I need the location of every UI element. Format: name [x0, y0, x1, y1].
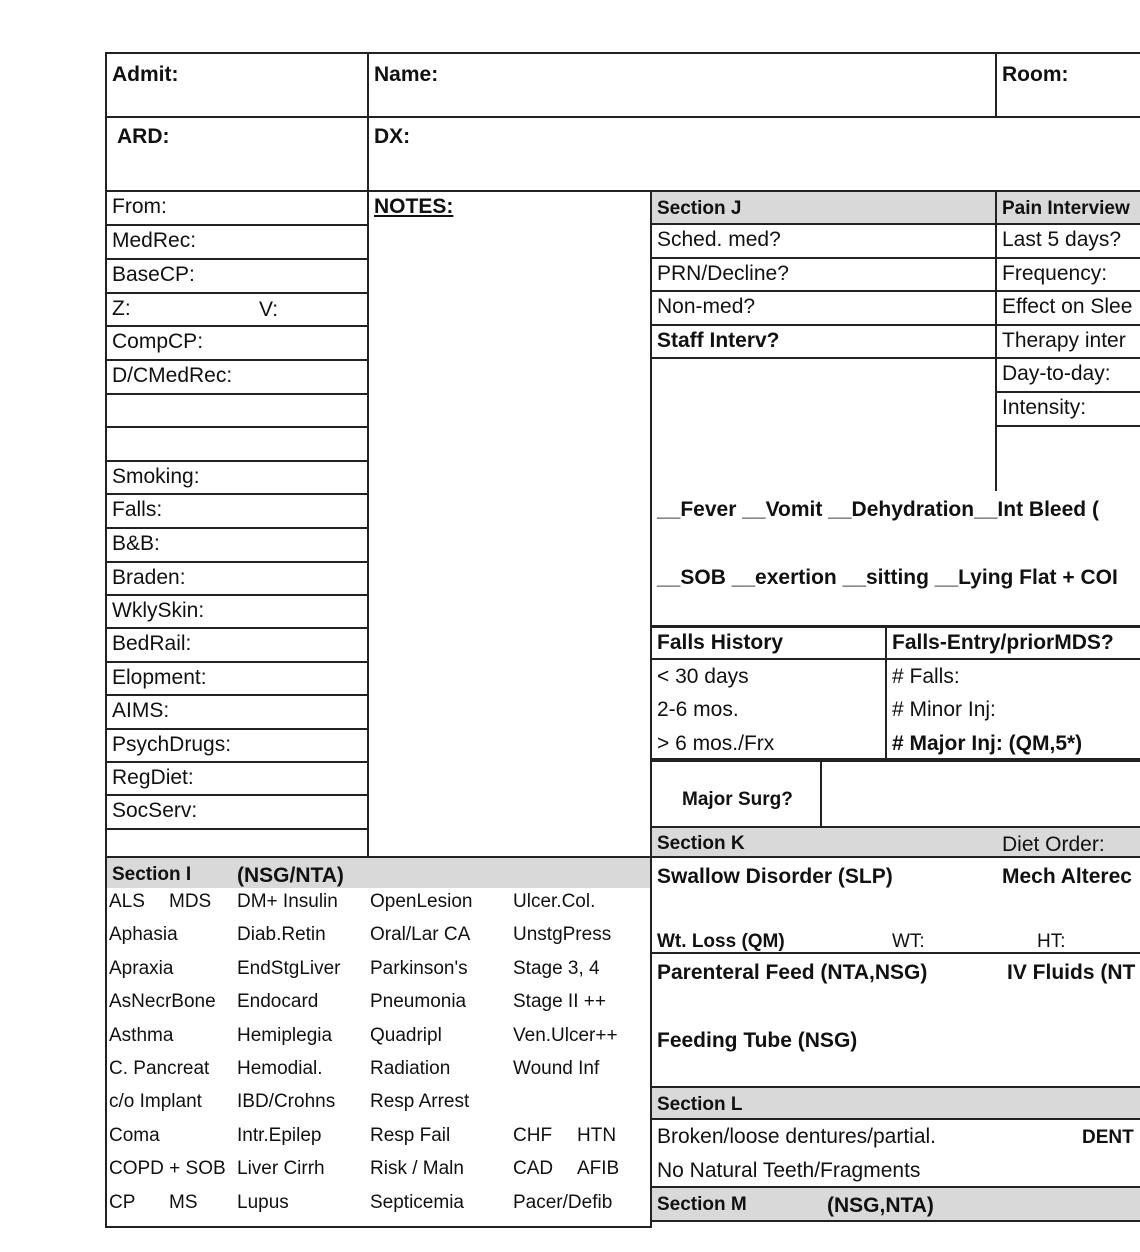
falls-history-title: Falls History: [657, 631, 784, 654]
left-field-row[interactable]: [105, 359, 369, 395]
diagnosis-item[interactable]: COPD + SOB: [109, 1158, 226, 1180]
diagnosis-item[interactable]: Septicemia: [370, 1191, 464, 1213]
pain-row[interactable]: [995, 324, 1140, 360]
mech-altered-label: Mech Alterec: [1002, 865, 1132, 888]
room-label: Room:: [1002, 63, 1069, 86]
diagnosis-item[interactable]: MS: [169, 1191, 198, 1213]
feeding-block[interactable]: [650, 952, 1140, 1088]
left-field-label: SocServ:: [112, 799, 198, 822]
falls-entry-title: Falls-Entry/priorMDS?: [892, 631, 1114, 654]
left-field-row[interactable]: [105, 426, 369, 462]
falls-entry-row: # Minor Inj:: [892, 698, 996, 721]
pain-row[interactable]: [995, 257, 1140, 293]
falls-entry-block[interactable]: [885, 658, 1140, 760]
left-field-label: Z:: [112, 297, 131, 320]
section-j-row-label: Sched. med?: [657, 228, 781, 251]
diagnosis-item[interactable]: DM+ Insulin: [237, 891, 338, 912]
left-field-row[interactable]: [105, 527, 369, 563]
diagnosis-item[interactable]: IBD/Crohns: [237, 1091, 336, 1113]
ard-label: ARD:: [117, 125, 170, 148]
section-j-row-label: Non-med?: [657, 295, 756, 318]
dx-label: DX:: [374, 125, 411, 148]
left-field-label: Smoking:: [112, 465, 200, 488]
left-field-row[interactable]: [105, 594, 369, 630]
name-label: Name:: [374, 63, 439, 86]
left-field-row[interactable]: [105, 325, 369, 361]
feeding-tube-label: Feeding Tube (NSG): [657, 1029, 858, 1052]
dx-field[interactable]: [367, 116, 1140, 192]
diagnosis-item[interactable]: CP: [109, 1191, 136, 1213]
major-surg-label: Major Surg?: [682, 789, 793, 810]
diagnosis-item[interactable]: Parkinson's: [370, 957, 468, 979]
left-field-row[interactable]: [105, 794, 369, 830]
falls-history-header: [650, 626, 887, 660]
left-field-row[interactable]: [105, 661, 369, 697]
section-l-header: [650, 1086, 1140, 1120]
admit-field[interactable]: [105, 52, 369, 118]
section-l-title: Section L: [657, 1094, 743, 1115]
diagnosis-item[interactable]: Liver Cirrh: [237, 1158, 325, 1180]
diagnosis-item[interactable]: Quadripl: [370, 1024, 442, 1046]
no-teeth-label: No Natural Teeth/Fragments: [657, 1159, 921, 1182]
pain-row-intensity[interactable]: [995, 391, 1140, 427]
left-field-row[interactable]: [105, 828, 369, 858]
diagnosis-item[interactable]: C. Pancreat: [109, 1058, 210, 1079]
falls-entry-header: [885, 626, 1140, 660]
left-field-row[interactable]: [105, 761, 369, 797]
falls-entry-row: # Falls:: [892, 665, 960, 688]
section-k-header: [650, 826, 1140, 858]
admit-label: Admit:: [112, 63, 179, 86]
diagnosis-item[interactable]: EndStgLiver: [237, 957, 341, 979]
pain-interview-header: [995, 190, 1140, 225]
section-j-blank[interactable]: [650, 357, 997, 493]
falls-history-block[interactable]: [650, 658, 887, 760]
left-field-row[interactable]: [105, 393, 369, 429]
pain-row-label: Frequency:: [1002, 262, 1108, 285]
left-field-row[interactable]: [105, 224, 369, 260]
diagnosis-item[interactable]: AsNecrBone: [109, 991, 216, 1013]
pain-row-label: Last 5 days?: [1002, 228, 1122, 251]
name-field[interactable]: [367, 52, 997, 118]
left-field-label: Elopment:: [112, 666, 207, 689]
section-j-row[interactable]: [650, 324, 997, 360]
left-field-label: AIMS:: [112, 699, 170, 722]
pain-interview-title: Pain Interview: [1002, 198, 1130, 219]
diagnosis-item[interactable]: Stage 3, 4: [513, 957, 600, 979]
major-surg-label-cell: [650, 760, 822, 828]
major-surg-field[interactable]: [820, 760, 1140, 828]
diagnosis-item[interactable]: Wound Inf: [513, 1058, 600, 1079]
diagnosis-item[interactable]: Oral/Lar CA: [370, 924, 471, 946]
diagnosis-item[interactable]: CHF: [513, 1124, 553, 1146]
diagnosis-item[interactable]: AFIB: [577, 1158, 620, 1180]
left-field-row[interactable]: [105, 460, 369, 496]
symptoms-block[interactable]: [650, 491, 1140, 627]
diagnosis-item[interactable]: Apraxia: [109, 957, 174, 979]
swallow-block[interactable]: [650, 856, 1140, 954]
left-field-label: D/CMedRec:: [112, 364, 233, 387]
pain-row[interactable]: [995, 290, 1140, 326]
mds-worksheet-form: [105, 52, 1140, 1252]
left-field-row[interactable]: [105, 694, 369, 730]
diagnosis-item[interactable]: Stage II ++: [513, 991, 606, 1013]
iv-fluids-label: IV Fluids (NT: [1007, 961, 1136, 984]
pain-row-label: Day-to-day:: [1002, 362, 1111, 385]
section-l-block[interactable]: [650, 1118, 1140, 1188]
diagnosis-item[interactable]: Endocard: [237, 991, 319, 1013]
left-field-row[interactable]: [105, 728, 369, 764]
pain-row[interactable]: [995, 357, 1140, 393]
diagnosis-item[interactable]: Radiation: [370, 1058, 451, 1079]
section-k-title: Section K: [657, 833, 745, 854]
left-field-label: MedRec:: [112, 229, 197, 252]
v-label: V:: [259, 298, 279, 321]
diagnosis-item[interactable]: Hemodial.: [237, 1058, 323, 1079]
diagnosis-item[interactable]: Pacer/Defib: [513, 1191, 613, 1213]
notes-area[interactable]: [367, 190, 652, 858]
diagnosis-item[interactable]: HTN: [577, 1124, 617, 1146]
diagnosis-item[interactable]: Resp Arrest: [370, 1091, 470, 1113]
diagnosis-item[interactable]: Coma: [109, 1124, 160, 1146]
left-field-label: Falls:: [112, 498, 163, 521]
section-j-row[interactable]: [650, 223, 997, 259]
diagnosis-item[interactable]: Pneumonia: [370, 991, 467, 1013]
diagnosis-item[interactable]: UnstgPress: [513, 924, 612, 946]
diagnosis-item[interactable]: Risk / Maln: [370, 1158, 464, 1180]
section-j-header: [650, 190, 997, 225]
dentures-label: Broken/loose dentures/partial.: [657, 1125, 936, 1148]
dent-label: DENT: [1082, 1127, 1134, 1148]
diagnosis-item[interactable]: Ulcer.Col.: [513, 891, 596, 912]
diagnosis-item[interactable]: MDS: [169, 891, 212, 912]
pain-row[interactable]: [995, 223, 1140, 259]
section-i-title: Section I: [112, 864, 192, 885]
pain-row-label: Effect on Slee: [1002, 295, 1133, 318]
diagnosis-item[interactable]: Aphasia: [109, 924, 178, 946]
swallow-disorder-label: Swallow Disorder (SLP): [657, 865, 893, 888]
section-j-row-label: PRN/Decline?: [657, 262, 789, 285]
falls-history-row: > 6 mos./Frx: [657, 732, 775, 755]
section-j-row[interactable]: [650, 257, 997, 293]
section-j-row-label: Staff Interv?: [657, 329, 780, 352]
falls-history-row: < 30 days: [657, 665, 749, 688]
left-field-label: BedRail:: [112, 632, 192, 655]
left-field-label: WklySkin:: [112, 599, 205, 622]
diagnosis-item[interactable]: Intr.Epilep: [237, 1124, 322, 1146]
diagnosis-item[interactable]: OpenLesion: [370, 891, 473, 912]
section-m-header: [650, 1186, 1140, 1222]
diagnosis-item[interactable]: Resp Fail: [370, 1124, 451, 1146]
diagnosis-item[interactable]: Lupus: [237, 1191, 289, 1213]
symptoms-line-2: __SOB __exertion __sitting __Lying Flat + COI: [657, 566, 1118, 589]
symptoms-line-1: __Fever __Vomit __Dehydration__Int Bleed (: [657, 498, 1099, 521]
left-field-label: RegDiet:: [112, 766, 194, 789]
notes-label: NOTES:: [374, 195, 454, 218]
pain-row-label: Intensity:: [1002, 396, 1087, 419]
diagnosis-item[interactable]: Hemiplegia: [237, 1024, 333, 1046]
left-field-label: From:: [112, 195, 167, 218]
diagnosis-item[interactable]: CAD: [513, 1158, 554, 1180]
diagnosis-item[interactable]: ALS: [109, 891, 145, 912]
left-field-row[interactable]: [105, 292, 369, 328]
left-field-label: CompCP:: [112, 330, 204, 353]
left-field-label: PsychDrugs:: [112, 733, 232, 756]
falls-history-row: 2-6 mos.: [657, 698, 739, 721]
section-i-sub: (NSG/NTA): [237, 864, 344, 887]
ht-label: HT:: [1037, 931, 1066, 952]
ard-field[interactable]: [105, 116, 369, 192]
parenteral-feed-label: Parenteral Feed (NTA,NSG): [657, 961, 928, 984]
section-j-title: Section J: [657, 198, 742, 219]
left-field-label: Braden:: [112, 566, 186, 589]
left-field-row[interactable]: [105, 561, 369, 597]
left-field-label: B&B:: [112, 532, 160, 555]
section-i-diagnoses: [105, 888, 652, 1228]
diagnosis-item[interactable]: Diab.Retin: [237, 924, 326, 946]
falls-entry-row: # Major Inj: (QM,5*): [892, 732, 1083, 755]
section-m-title: Section M: [657, 1194, 747, 1215]
section-i-header: [105, 856, 652, 890]
room-field[interactable]: [995, 52, 1140, 118]
diagnosis-item[interactable]: c/o Implant: [109, 1091, 202, 1113]
section-j-row[interactable]: [650, 290, 997, 326]
pain-row-label: Therapy inter: [1002, 329, 1126, 352]
diagnosis-item[interactable]: Asthma: [109, 1024, 174, 1046]
wt-label: WT:: [892, 931, 925, 952]
section-m-sub: (NSG,NTA): [827, 1194, 934, 1217]
wt-loss-label: Wt. Loss (QM): [657, 931, 785, 952]
left-field-row[interactable]: [105, 493, 369, 529]
left-field-row[interactable]: [105, 190, 369, 226]
left-field-row[interactable]: [105, 258, 369, 294]
left-field-row[interactable]: [105, 627, 369, 663]
diagnosis-item[interactable]: Ven.Ulcer++: [513, 1024, 618, 1046]
diet-order-label: Diet Order:: [1002, 833, 1105, 856]
left-field-label: BaseCP:: [112, 263, 195, 286]
